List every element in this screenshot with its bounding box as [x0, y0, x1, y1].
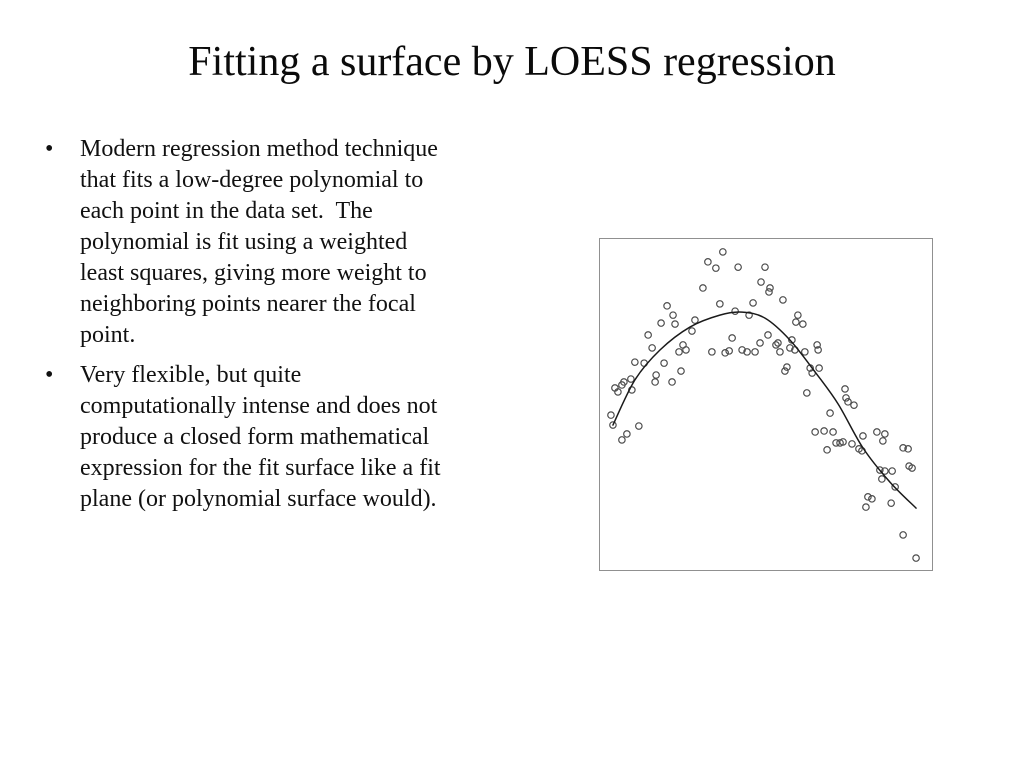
data-point — [900, 532, 906, 538]
data-point — [795, 312, 801, 318]
bullet-line: Very flexible, but quite — [80, 362, 302, 388]
data-point — [804, 390, 810, 396]
data-point — [717, 301, 723, 307]
data-point — [750, 300, 756, 306]
data-point — [636, 423, 642, 429]
data-point — [821, 428, 827, 434]
bullet-item — [42, 134, 542, 351]
bullet-line: least squares, giving more weight to — [80, 260, 427, 286]
data-point — [619, 437, 625, 443]
data-point — [802, 349, 808, 355]
data-point — [824, 447, 830, 453]
data-point — [830, 429, 836, 435]
data-point — [874, 429, 880, 435]
data-point — [757, 340, 763, 346]
bullet-line: computationally intense and does not — [80, 393, 438, 419]
data-point — [888, 500, 894, 506]
loess-scatter-plot — [600, 239, 932, 570]
data-point — [863, 504, 869, 510]
data-point — [851, 402, 857, 408]
bullet-line: produce a closed form mathematical — [80, 424, 430, 450]
data-point — [632, 359, 638, 365]
data-point — [777, 349, 783, 355]
data-point — [669, 379, 675, 385]
data-point — [812, 429, 818, 435]
data-point — [827, 410, 833, 416]
data-point — [913, 555, 919, 561]
data-point — [652, 379, 658, 385]
data-point — [645, 332, 651, 338]
bullet-line: expression for the fit surface like a fit — [80, 455, 441, 481]
bullet-text — [80, 360, 542, 515]
data-point — [732, 308, 738, 314]
data-point — [889, 468, 895, 474]
data-point — [661, 360, 667, 366]
slide-title: Fitting a surface by LOESS regression — [188, 39, 836, 85]
data-point — [683, 347, 689, 353]
data-point — [672, 321, 678, 327]
data-point — [735, 264, 741, 270]
data-point — [670, 312, 676, 318]
data-point — [678, 368, 684, 374]
bullet-line: Modern regression method technique — [80, 136, 438, 162]
bullet-marker: • — [45, 362, 54, 388]
data-point — [849, 441, 855, 447]
data-point — [793, 319, 799, 325]
data-point — [676, 349, 682, 355]
bullet-line: neighboring points nearer the focal — [80, 291, 416, 317]
data-point — [765, 332, 771, 338]
data-point — [653, 372, 659, 378]
data-point — [720, 249, 726, 255]
data-point — [816, 365, 822, 371]
bullet-line: plane (or polynomial surface would). — [80, 486, 437, 512]
bullet-line: point. — [80, 322, 136, 348]
bullet-line: polynomial is fit using a weighted — [80, 229, 408, 255]
data-point — [766, 289, 772, 295]
data-point — [692, 317, 698, 323]
data-point — [880, 438, 886, 444]
data-point — [624, 431, 630, 437]
data-point — [709, 349, 715, 355]
data-point — [879, 476, 885, 482]
bullet-line: each point in the data set. The — [80, 198, 373, 224]
data-point — [752, 349, 758, 355]
data-point — [780, 297, 786, 303]
bullet-list — [42, 134, 542, 515]
data-point — [649, 345, 655, 351]
data-point — [713, 265, 719, 271]
data-point — [842, 386, 848, 392]
data-point — [608, 412, 614, 418]
data-point — [800, 321, 806, 327]
data-point — [628, 376, 634, 382]
loess-curve — [613, 312, 916, 508]
bullet-line: that fits a low-degree polynomial to — [80, 167, 424, 193]
data-point — [705, 259, 711, 265]
data-point — [700, 285, 706, 291]
data-point — [658, 320, 664, 326]
plot-frame — [599, 238, 933, 571]
data-point — [758, 279, 764, 285]
data-point — [729, 335, 735, 341]
bullet-item — [42, 360, 542, 515]
bullet-text — [80, 134, 542, 351]
data-point — [664, 303, 670, 309]
data-point — [762, 264, 768, 270]
bullet-marker: • — [45, 136, 54, 162]
data-point — [689, 328, 695, 334]
data-point — [860, 433, 866, 439]
data-point — [882, 431, 888, 437]
